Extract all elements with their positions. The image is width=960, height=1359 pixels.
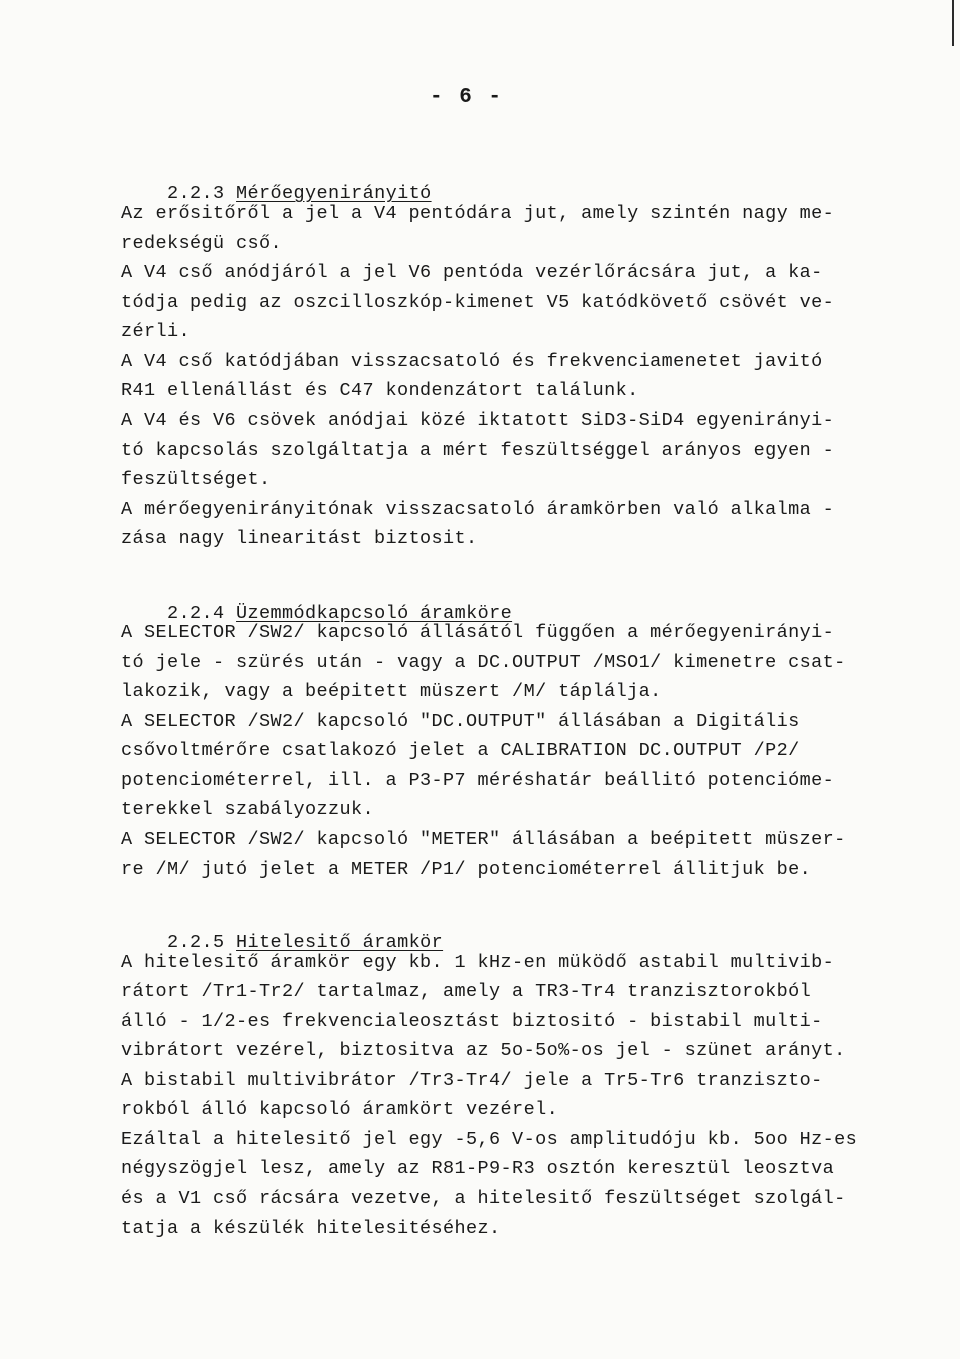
paragraph-line: álló - 1/2-es frekvencialeosztást biztositó - bistabil multi- xyxy=(121,1011,823,1032)
paragraph-line: A V4 és V6 csövek anódjai közé iktatott SiD3-SiD4 egyenirányi- xyxy=(121,410,835,431)
section-title: Mérőegyenirányitó xyxy=(236,183,432,204)
paragraph-line: zérli. xyxy=(121,321,191,342)
paragraph-line: rátort /Tr1-Tr2/ tartalmaz, amely a TR3-Tr4 tranzisztorokból xyxy=(121,981,812,1002)
section-number: 2.2.4 xyxy=(167,603,225,624)
paragraph-line: zása nagy linearitást biztosit. xyxy=(121,528,478,549)
paragraph-line: A mérőegyenirányitónak visszacsatoló áramkörben való alkalma - xyxy=(121,499,835,520)
section-title: Hitelesitő áramkör xyxy=(236,932,444,953)
paragraph-line: redekségü cső. xyxy=(121,233,283,254)
scan-edge-mark xyxy=(952,0,954,46)
paragraph-line: potenciométerrel, ill. a P3-P7 méréshatár beállitó potencióme- xyxy=(121,770,835,791)
paragraph-line: csővoltmérőre csatlakozó jelet a CALIBRATION DC.OUTPUT /P2/ xyxy=(121,740,800,761)
paragraph-line: feszültséget. xyxy=(121,469,271,490)
page-number: - 6 - xyxy=(430,86,504,109)
paragraph-line: R41 ellenállást és C47 kondenzátort találunk. xyxy=(121,380,639,401)
paragraph-line: Az erősitőről a jel a V4 pentódára jut, amely szintén nagy me- xyxy=(121,203,835,224)
paragraph-line: lakozik, vagy a beépitett müszert /M/ táplálja. xyxy=(121,681,662,702)
paragraph-line: és a V1 cső rácsára vezetve, a hitelesitő feszültséget szolgál- xyxy=(121,1188,846,1209)
paragraph-line: tatja a készülék hitelesitéséhez. xyxy=(121,1218,501,1239)
paragraph-line: négyszögjel lesz, amely az R81-P9-R3 osztón keresztül leosztva xyxy=(121,1158,835,1179)
paragraph-line: A SELECTOR /SW2/ kapcsoló állásától függően a mérőegyenirányi- xyxy=(121,622,835,643)
paragraph-line: A V4 cső katódjában visszacsatoló és frekvenciamenetet javitó xyxy=(121,351,823,372)
paragraph-line: A hitelesitő áramkör egy kb. 1 kHz-en müködő astabil multivib- xyxy=(121,952,835,973)
paragraph-line: A V4 cső anódjáról a jel V6 pentóda vezérlőrácsára jut, a ka- xyxy=(121,262,823,283)
paragraph-line: A SELECTOR /SW2/ kapcsoló "METER" állásában a beépitett müszer- xyxy=(121,829,846,850)
paragraph-line: A SELECTOR /SW2/ kapcsoló "DC.OUTPUT" állásában a Digitális xyxy=(121,711,800,732)
paragraph-line: Ezáltal a hitelesitő jel egy -5,6 V-os amplitudóju kb. 5oo Hz-es xyxy=(121,1129,858,1150)
paragraph-line: vibrátort vezérel, biztositva az 5o-5o%-os jel - szünet arányt. xyxy=(121,1040,846,1061)
paragraph-line: re /M/ jutó jelet a METER /P1/ potenciométerrel állitjuk be. xyxy=(121,859,812,880)
paragraph-line: tó kapcsolás szolgáltatja a mért feszültséggel arányos egyen - xyxy=(121,440,835,461)
paragraph-line: tó jele - szürés után - vagy a DC.OUTPUT /MSO1/ kimenetre csat- xyxy=(121,652,846,673)
paragraph-line: terekkel szabályozzuk. xyxy=(121,799,375,820)
section-number: 2.2.3 xyxy=(167,183,225,204)
section-title: Üzemmódkapcsoló áramköre xyxy=(236,603,513,624)
paragraph-line: rokból álló kapcsoló áramkört vezérel. xyxy=(121,1099,559,1120)
paragraph-line: tódja pedig az oszcilloszkóp-kimenet V5 katódkövető csövét ve- xyxy=(121,292,835,313)
paragraph-line: A bistabil multivibrátor /Tr3-Tr4/ jele a Tr5-Tr6 tranziszto- xyxy=(121,1070,823,1091)
section-number: 2.2.5 xyxy=(167,932,225,953)
